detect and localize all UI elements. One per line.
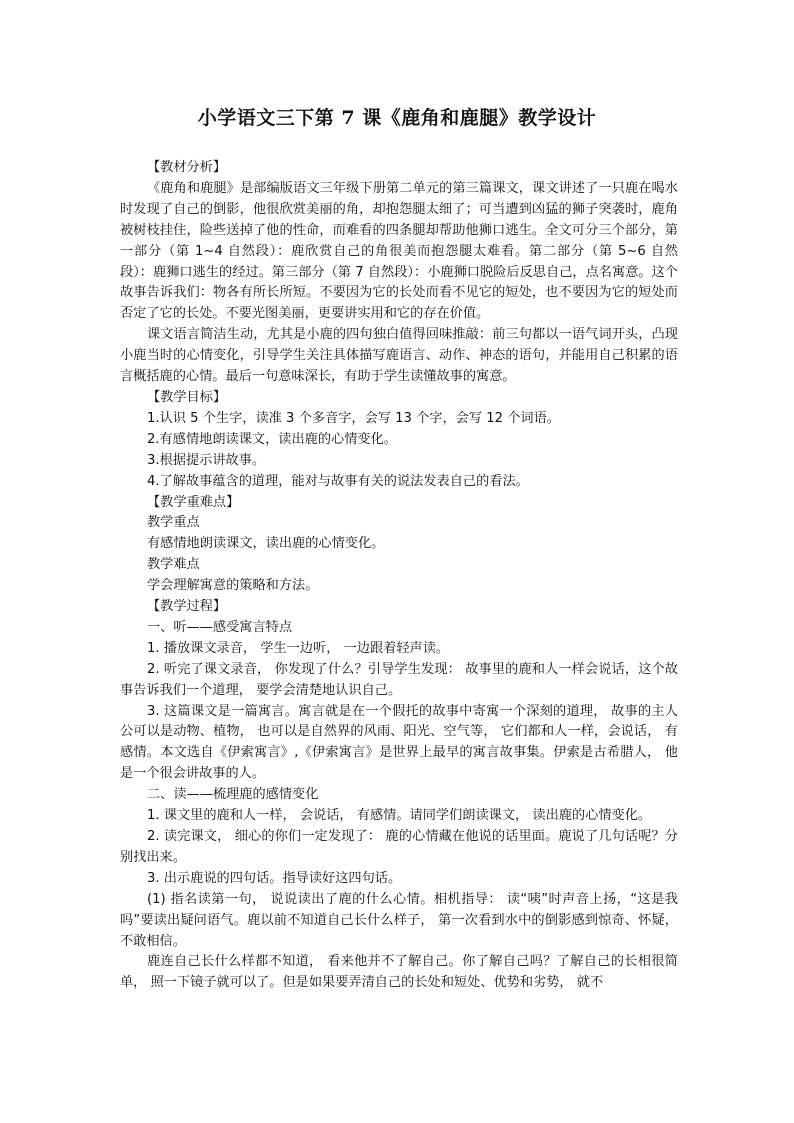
paragraph: 2. 听完了课文录音， 你发现了什么？引导学生发现： 故事里的鹿和人一样会说话，这个故事告诉我们一个道理， 要学会清楚地认识自己。 [120, 661, 678, 698]
paragraph: 课文语言简洁生动，尤其是小鹿的四句独白值得回味推敲：前三句都以一语气词开头，凸现小鹿当时的心情变化，引导学生关注具体描写鹿语言、动作、神态的语句，并能用自己积累的语言概括鹿的心情。最后一句意味深长，有助于学生读懂故事的寓意。 [120, 327, 678, 385]
paragraph: 3. 出示鹿说的四句话。指导读好这四句话。 [147, 870, 402, 886]
section-heading-analysis: 【教材分析】 [147, 160, 227, 175]
paragraph: 2. 读完课文， 细心的你们一定发现了： 鹿的心情藏在他说的话里面。鹿说了几句话呢？分别找出来。 [120, 829, 678, 865]
paragraph: 3. 这篇课文是一篇寓言。寓言就是在一个假托的故事中寄寓一个深刻的道理， 故事的主人公可以是动物、植物， 也可以是自然界的风雨、阳光、空气等， 它们都和人一样，会说话， 有感情。本文选自《伊索寓言》,《伊索寓言》是世界上最早的寓言故事集。伊索是古希腊人， 他是一个很会讲故事的人。 [120, 703, 678, 782]
section-heading-process: 【教学过程】 [147, 599, 227, 615]
paragraph: 1. 课文里的鹿和人一样， 会说话， 有感情。请同学们朗读课文， 读出鹿的心情变化。 [147, 808, 652, 824]
paragraph: (1) 指名读第一句， 说说读出了鹿的什么心情。相机指导： 读“咦”时声音上扬，“这是我吗”要读出疑问语气。鹿以前不知道自己长什么样子， 第一次看到水中的倒影感到惊奇、怀疑， 不敢相信。 [120, 891, 678, 949]
list-item: 2.有感情地朗读课文，读出鹿的心情变化。 [147, 431, 397, 447]
key-label: 教学重点 [147, 515, 200, 531]
subsection-title: 二、读——梳理鹿的感情变化 [147, 787, 319, 803]
list-item: 4.了解故事蕴含的道理，能对与故事有关的说法发表自己的看法。 [147, 473, 529, 489]
section-heading-goals: 【教学目标】 [147, 389, 227, 405]
page-title: 小学语文三下第 7 课《鹿角和鹿腿》教学设计 [197, 107, 597, 129]
key-text: 有感情地朗读课文，读出鹿的心情变化。 [147, 536, 385, 552]
section-heading-keypoints: 【教学重难点】 [147, 494, 240, 510]
subsection-title: 一、听——感受寓言特点 [147, 619, 293, 635]
document-body [120, 158, 678, 994]
paragraph: 1. 播放课文录音， 学生一边听， 一边跟着轻声读。 [147, 640, 450, 656]
difficulty-label: 教学难点 [147, 557, 200, 573]
paragraph: 《鹿角和鹿腿》是部编版语文三年级下册第二单元的第三篇课文，课文讲述了一只鹿在喝水时发现了自己的倒影，他很欣赏美丽的角，却抱怨腿太细了；可当遭到凶猛的狮子突袭时，鹿角被树枝挂住，险些送掉了他的性命，而难看的四条腿却帮助他狮口逃生。全文可分三个部分，第一部分（第 1~4 自然段）：鹿欣赏自己的角很美而抱怨腿太难看。第二部分（第 5~6 自然段）：鹿狮口逃生的经过。第三部分（第 7 自然段）：小鹿狮口脱险后反思自己，点名寓意。这个故事告诉我们：物各有所长所短。不要因为它的长处而看不见它的短处，也不要因为它的短处而否定了它的长处。不要光图美丽，更要讲实用和它的存在价值。 [120, 180, 678, 322]
list-item: 1.认识 5 个生字，读准 3 个多音字，会写 13 个字，会写 12 个词语。 [147, 410, 560, 426]
paragraph: 鹿连自己长什么样都不知道， 看来他并不了解自己。你了解自己吗？了解自己的长相很简单， 照一下镜子就可以了。但是如果要弄清自己的长处和短处、优势和劣势， 就不 [120, 954, 678, 991]
difficulty-text: 学会理解寓意的策略和方法。 [147, 578, 319, 594]
list-item: 3.根据提示讲故事。 [147, 452, 266, 468]
